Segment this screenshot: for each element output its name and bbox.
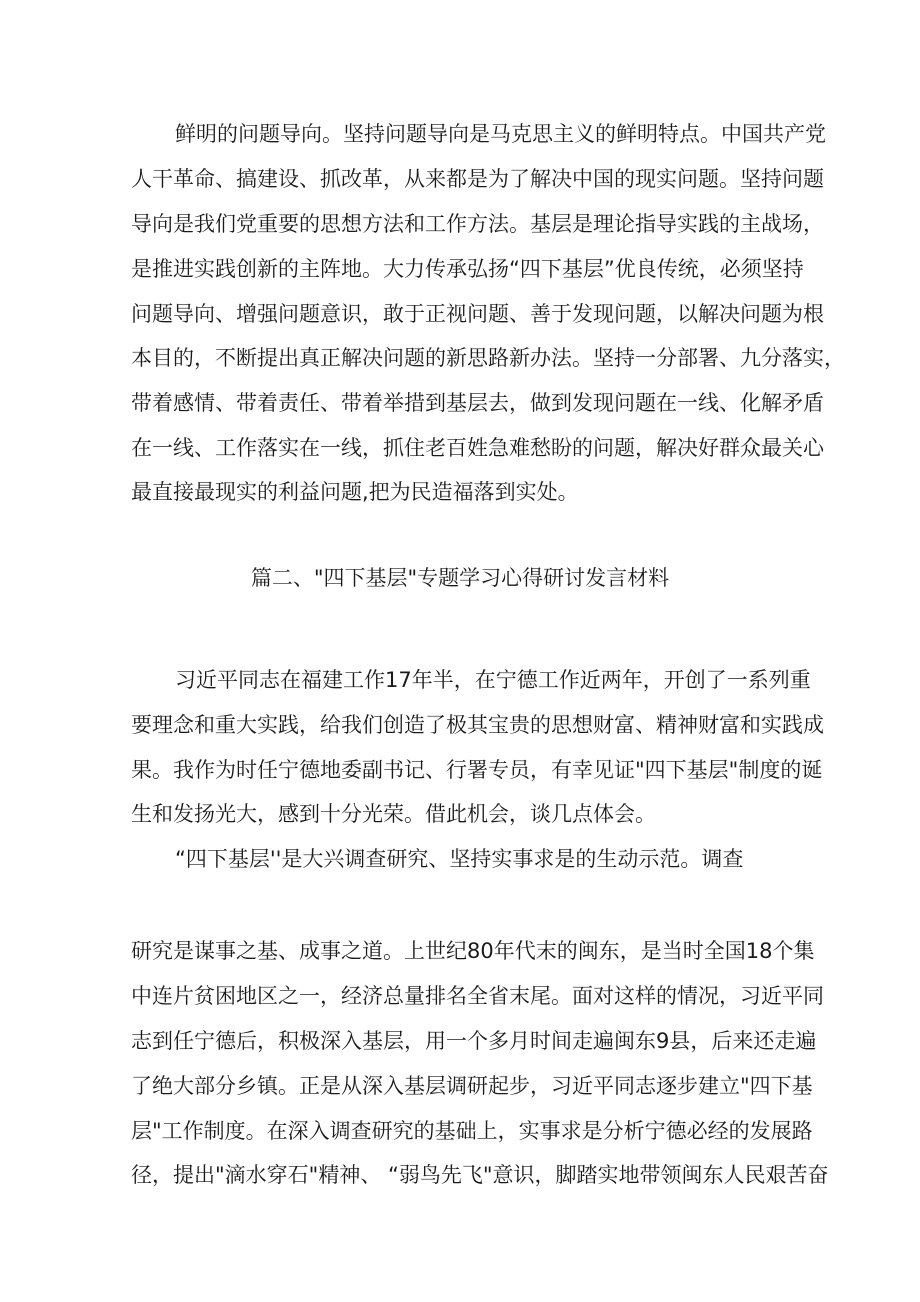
paragraph-line: 鲜明的问题导向。坚持问题导向是马克思主义的鲜明特点。中国共产党 <box>175 122 826 146</box>
paragraph-line: 径，提出"滴水穿石"精神、 “弱鸟先飞"意识，脚踏实地带领闽东人民艰苦奋 <box>131 1163 829 1187</box>
paragraph-line: 导向是我们党重要的思想方法和工作方法。基层是理论指导实践的主战场， <box>131 212 824 236</box>
paragraph-line: 习近平同志在福建工作17年半，在宁德工作近两年，开创了一系列重 <box>175 668 811 692</box>
paragraph-line: 带着感情、带着责任、带着举措到基层去，做到发现问题在一线、化解矛盾 <box>131 391 824 415</box>
paragraph-line: 层"工作制度。在深入调查研究的基础上，实事求是分析宁德必经的发展路 <box>131 1119 813 1143</box>
paragraph-line: 是推进实践创新的主阵地。大力传承弘扬“四下基层”优良传统，必须坚持 <box>131 257 804 281</box>
paragraph-line: 了绝大部分乡镇。正是从深入基层调研起步，习近平同志逐步建立"四下基 <box>131 1074 813 1098</box>
paragraph-line: 在一线、工作落实在一线，抓住老百姓急难愁盼的问题，解决好群众最关心 <box>131 436 824 460</box>
paragraph-line: 研究是谋事之基、成事之道。上世纪80年代末的闽东，是当时全国18个集 <box>131 939 815 963</box>
paragraph-line: 要理念和重大实践，给我们创造了极其宝贵的思想财富、精神财富和实践成 <box>131 713 824 737</box>
section-heading: 篇二、"四下基层"专题学习心得研讨发言材料 <box>250 566 670 590</box>
paragraph-line: 果。我作为时任宁德地委副书记、行署专员，有幸见证"四下基层"制度的诞 <box>131 758 823 782</box>
paragraph-line: 生和发扬光大，感到十分光荣。借此机会，谈几点体会。 <box>131 802 656 826</box>
paragraph-line: 中连片贫困地区之一，经济总量排名全省末尾。面对这样的情况，习近平同 <box>131 984 824 1008</box>
paragraph-line: 问题导向、增强问题意识，敢于正视问题、善于发现问题，以解决问题为根 <box>131 302 824 326</box>
paragraph-line: “四下基层''是大兴调查研究、坚持实事求是的生动示范。调查 <box>175 847 744 871</box>
paragraph-line: 人干革命、搞建设、抓改革，从来都是为了解决中国的现实问题。坚持问题 <box>131 167 824 191</box>
paragraph-line: 最直接最现实的利益问题,把为民造福落到实处。 <box>131 480 579 504</box>
paragraph-line: 本目的，不断提出真正解决问题的新思路新办法。坚持一分部署、九分落实， <box>131 346 845 370</box>
paragraph-line: 志到任宁德后，积极深入基层，用一个多月时间走遍闽东9县，后来还走遍 <box>131 1029 817 1053</box>
